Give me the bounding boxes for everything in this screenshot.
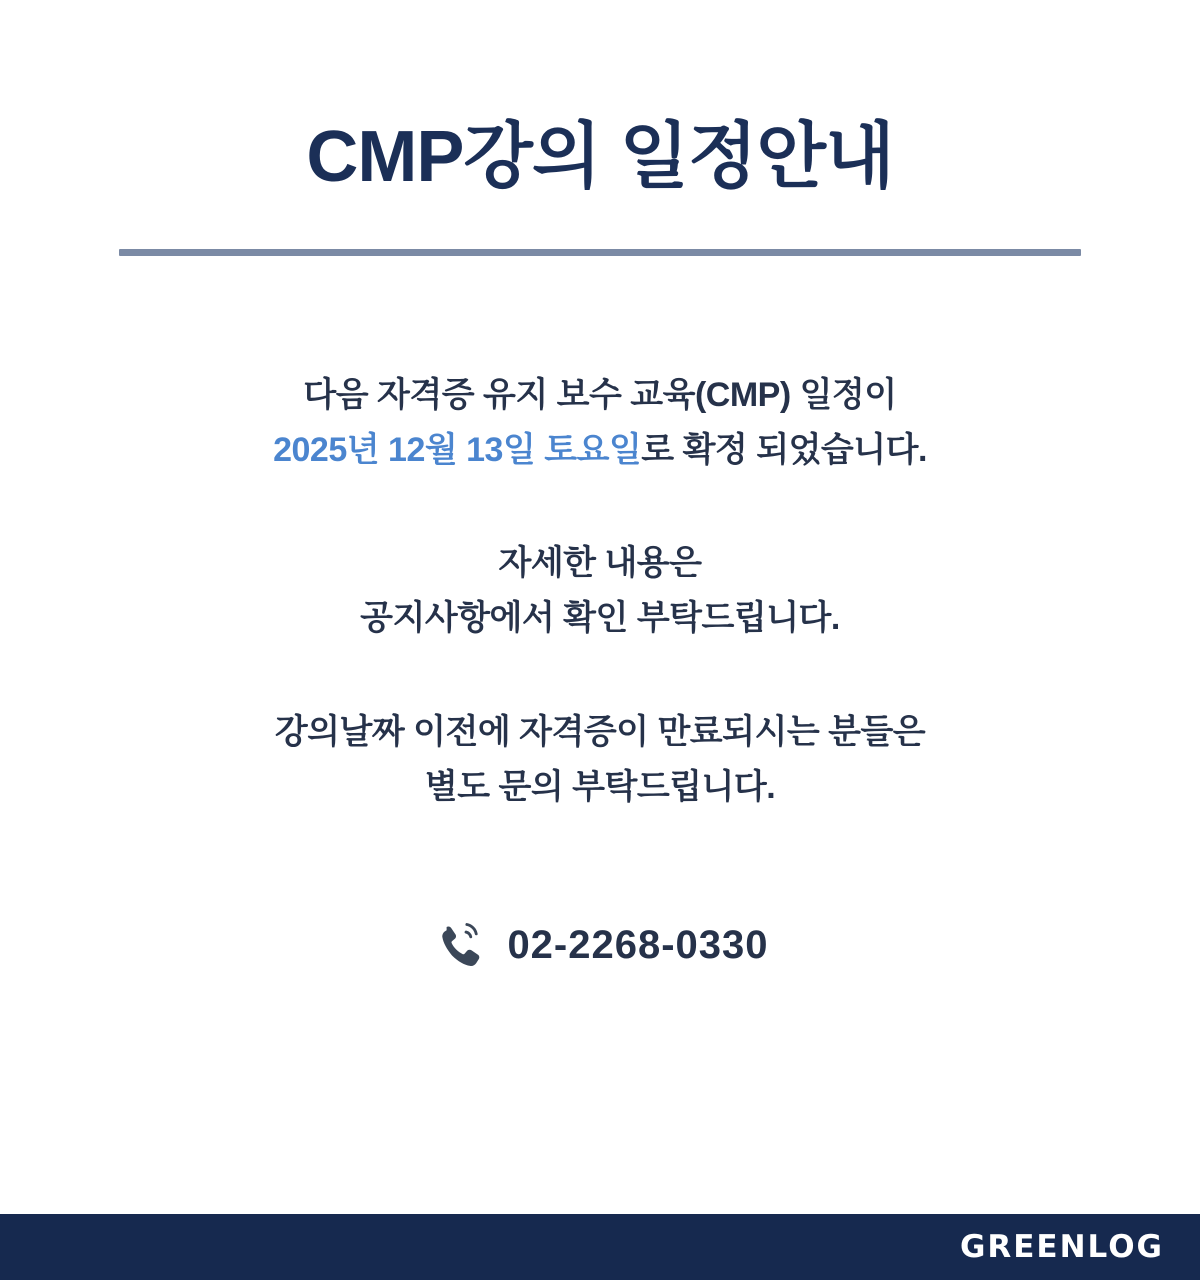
body-section <box>0 368 1200 814</box>
expiry-line-1: 강의날짜 이전에 자격증이 만료되시는 분들은 <box>274 712 926 751</box>
paragraph-schedule <box>0 368 1200 478</box>
phone-number[interactable]: 02-2268-0330 <box>507 923 769 968</box>
schedule-date-highlight: 2025년 12월 13일 토요일 <box>273 431 642 470</box>
notice-line-1: 자세한 내용은 <box>498 544 702 583</box>
divider-container <box>0 249 1200 256</box>
phone-icon <box>431 919 485 973</box>
expiry-line-2: 별도 문의 부탁드립니다. <box>424 767 776 806</box>
schedule-intro-text: 다음 자격증 유지 보수 교육(CMP) 일정이 <box>303 376 897 415</box>
page-title: CMP강의 일정안내 <box>306 117 894 197</box>
horizontal-divider <box>119 249 1081 256</box>
schedule-confirm-text: 로 확정 되었습니다. <box>641 431 927 470</box>
contact-row <box>0 919 1200 973</box>
paragraph-expiry <box>0 705 1200 815</box>
paragraph-notice <box>0 536 1200 646</box>
brand-logo: GREENLOG <box>959 1229 1164 1265</box>
notice-line-2: 공지사항에서 확인 부탁드립니다. <box>360 599 840 638</box>
footer-bar <box>0 1214 1200 1280</box>
title-section <box>0 0 1200 197</box>
